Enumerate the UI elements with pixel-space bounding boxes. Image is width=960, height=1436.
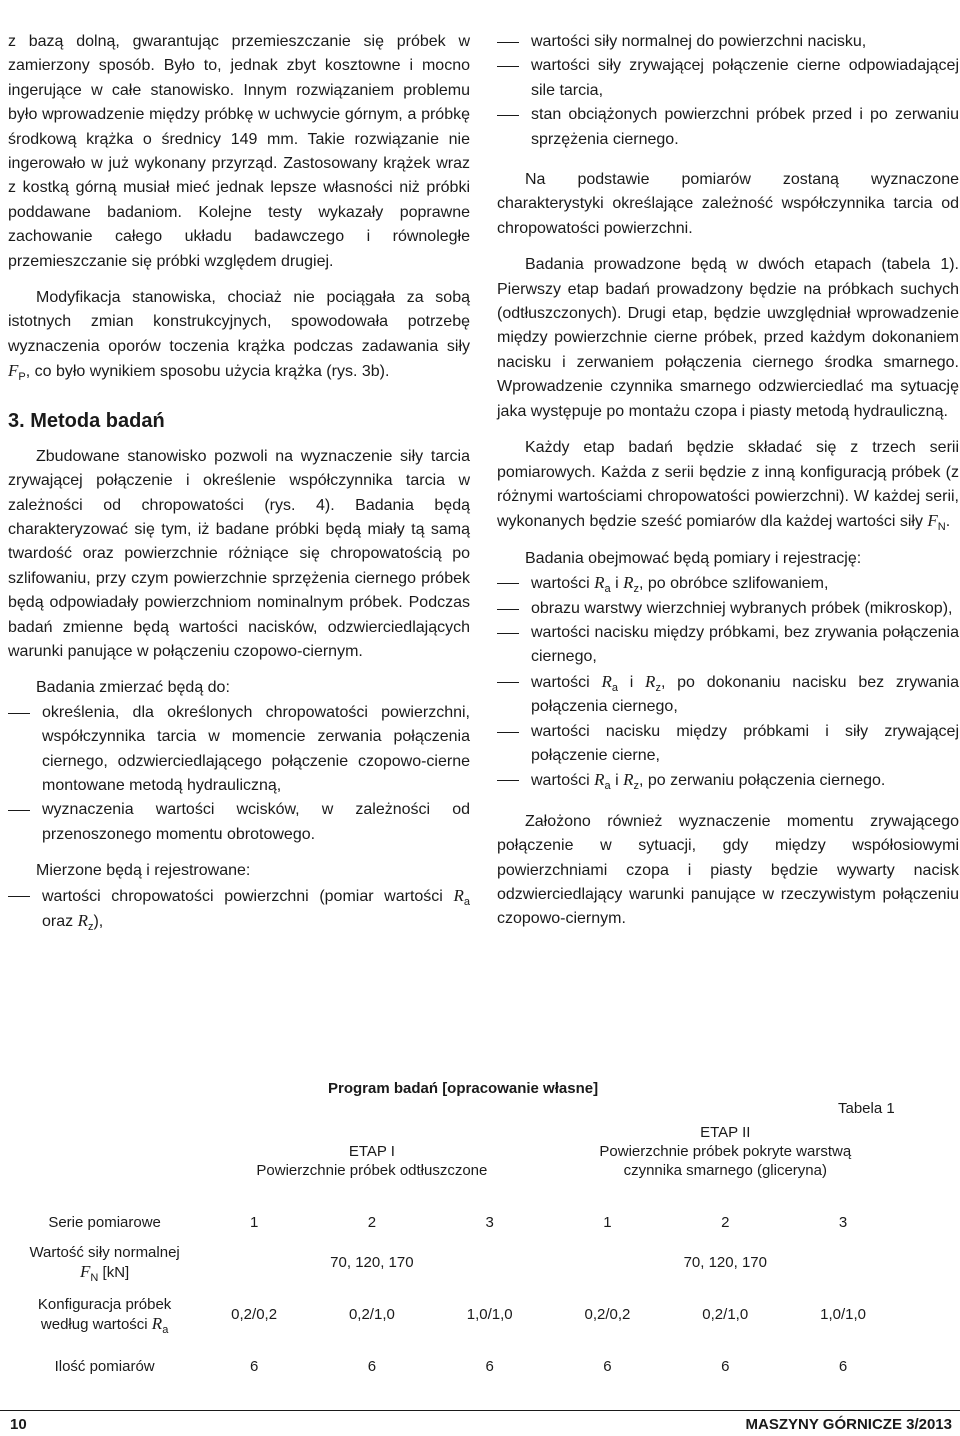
- subscript-n: N: [90, 1271, 99, 1284]
- table-row: [14, 1237, 902, 1287]
- stage-1-description: Powierzchnie próbek odtłuszczone: [256, 1162, 488, 1179]
- list-item: wyznaczenia wartości wcisków, w zależności od przenoszonego momentu obrotowego.: [8, 798, 470, 847]
- measured-intro: Mierzone będą i rejestrowane:: [36, 862, 251, 880]
- subscript-z: z: [633, 780, 639, 793]
- subscript-a: a: [604, 780, 611, 793]
- paragraph-characteristics: Na podstawie pomiarów zostaną wyznaczone charakterystyki określające zależność współczynnika tarcia od chropowatości powierzchni.: [497, 171, 959, 237]
- table-cell: 1,0/1,0: [820, 1305, 866, 1323]
- subscript-a: a: [604, 583, 611, 596]
- row-label: [14, 1287, 195, 1341]
- table-cell: 6: [485, 1357, 494, 1375]
- text-run: wartości: [531, 673, 602, 691]
- list-item: stan obciążonych powierzchni próbek przed i po zerwaniu sprzężenia ciernego.: [497, 103, 959, 152]
- text-run: , po zerwaniu połączenia ciernego.: [638, 772, 886, 790]
- table-cell: 6: [367, 1357, 377, 1375]
- symbol-r: R: [77, 911, 88, 930]
- subscript-p: P: [18, 371, 26, 384]
- symbol-r: R: [453, 885, 464, 905]
- table-cell: 0,2/0,2: [584, 1305, 631, 1323]
- subscript-z: z: [87, 921, 94, 934]
- row-label: [14, 1237, 195, 1287]
- journal-name: MASZYNY GÓRNICZE 3/2013: [745, 1416, 952, 1433]
- aims-list: [8, 701, 470, 847]
- scope-intro: Badania obejmować będą pomiary i rejestrację:: [525, 549, 862, 567]
- text-run: .: [945, 513, 951, 531]
- paragraph-method: Zbudowane stanowisko pozwoli na wyznaczenie siły tarcia zrywającej połączenie i określenie współczynnika tarcia w zależności od chropowatości (rys. 4). Badania będą charakteryzować się tym, iż badane próbki będą miały tą samą twardość oraz powierzchnie różniące się chropowatością po szlifowaniu, przy czym powierzchnie sprzężenia ciernego próbek będą odpowiadały powierzchniom nominalnym próbek. Podczas badań zmienne będą wartości nacisków, odzwierciedlających warunki panujące w połączeniu czopowo-ciernym.: [8, 447, 470, 660]
- table-cell: 6: [721, 1357, 730, 1375]
- table-row: [14, 1287, 902, 1341]
- text-run: [14, 1262, 195, 1282]
- text-run: oraz: [42, 913, 78, 930]
- measured-list-left: [8, 884, 470, 935]
- table-cell: 3: [838, 1213, 848, 1231]
- paragraph-assumption: Założono również wyznaczenie momentu zrywającego połączenie w sytuacji, gdy między współosiowymi powierzchniami czopa i piasty będzie wywarty nacisk odzwierciedlający warunki panujące w rzeczywistym połączeniu czopowo-ciernym.: [497, 812, 959, 928]
- text-run: Wartość siły normalnej: [29, 1243, 180, 1261]
- paragraph-intro: z bazą dolną, gwarantując przemieszczanie się próbek w zamierzony sposób. Było to, jednak zbyt kosztowne i mocno ingerujące w całe stanowisko. Innym rozwiązaniem problemu było wprowadzenie między próbkę w uchwycie górnym, a próbkę środkową krążka o średnicy 149 mm. Takie rozwiązanie nie ingerowało w już wykonany przyrząd. Zastosowany krążek wraz z kostką górną musiał mieć jednak lepsze własności niż próbki poddawane badaniom. Kolejne testy wykazały poprawne zachowanie całego układu badawczego i równoległe przemieszczanie się próbki względem drugiej.: [8, 33, 470, 270]
- list-item: [8, 884, 470, 935]
- table-cell: [14, 1115, 195, 1207]
- text-run: Każdy etap badań będzie składać się z trzech serii pomiarowych. Każda z serii będzie z inną konfiguracją próbek (z różnymi wartościami chropowatości powierzchni). W każdej serii, wykonanych będzie sześć pomiarów dla każdej wartości siły: [497, 439, 959, 531]
- text-run: wartości: [531, 772, 595, 790]
- table-row: [14, 1341, 902, 1391]
- symbol-f: F: [8, 361, 19, 381]
- subscript-a: a: [463, 895, 470, 908]
- table-cell: 0,2/1,0: [348, 1305, 395, 1323]
- symbol-r: R: [151, 1313, 163, 1333]
- table-cell: 0,2/0,2: [231, 1305, 278, 1323]
- symbol-r: R: [594, 573, 605, 593]
- text-run: , co było wynikiem sposobu użycia krążka (rys. 3b).: [25, 363, 390, 381]
- table-cell: 2: [721, 1213, 730, 1231]
- scope-list: [497, 571, 959, 794]
- text-run: , po dokonaniu nacisku bez zrywania połączenia ciernego,: [531, 673, 960, 716]
- list-item: [497, 571, 959, 596]
- table-number: Tabela 1: [838, 1100, 895, 1117]
- aims-intro: Badania zmierzać będą do:: [36, 679, 230, 697]
- text-run: Konfiguracja próbek: [37, 1295, 172, 1313]
- subscript-z: z: [633, 583, 639, 596]
- stage-2-title: ETAP II: [700, 1124, 751, 1141]
- table-cell: 3: [485, 1213, 494, 1231]
- subscript-a: a: [611, 681, 618, 694]
- text-run: i: [610, 575, 624, 593]
- text-run: , po obróbce szlifowaniem,: [638, 575, 829, 593]
- section-heading: 3. Metoda badań: [8, 409, 165, 432]
- table-cell: 6: [249, 1357, 259, 1375]
- paragraph-stages: Badania prowadzone będą w dwóch etapach (tabela 1). Pierwszy etap badań prowadzony będzie na próbkach suchych (odtłuszczonych). Drugi etap, będzie uwzględniał wprowadzenie między powierzchnie cierne próbek, przed każdym dokonaniem nacisku i zerwaniem połączenia ciernego środka smarnego. Wprowadzenie czynnika smarnego odzwierciedlać ma sytuację jaka występuje po montażu czopa i piasty metodą hydrauliczną.: [497, 256, 959, 420]
- symbol-r: R: [601, 671, 612, 691]
- page-number: 10: [10, 1416, 27, 1433]
- list-item: wartości siły zrywającej połączenie cierne odpowiadającej sile tarcia,: [497, 54, 959, 103]
- text-run: wartości: [531, 575, 595, 593]
- table-cell: 70, 120, 170: [683, 1253, 767, 1271]
- subscript-z: z: [655, 681, 661, 694]
- table-cell: 1: [603, 1213, 612, 1231]
- list-item: obrazu warstwy wierzchniej wybranych próbek (mikroskop),: [497, 597, 959, 621]
- symbol-r: R: [623, 573, 634, 593]
- right-column: [497, 30, 959, 932]
- table-cell: 70, 120, 170: [330, 1253, 414, 1271]
- measured-list-right: [497, 30, 959, 152]
- subscript-n: N: [937, 521, 946, 534]
- text-run: i: [617, 673, 646, 691]
- list-item: wartości nacisku między próbkami, bez zrywania połączenia ciernego,: [497, 621, 959, 670]
- list-item: [497, 670, 959, 720]
- table-cell: 0,2/1,0: [702, 1305, 749, 1323]
- text-run: Modyfikacja stanowiska, chociaż nie pociągała za sobą istotnych zmian konstrukcyjnych, spowodowała potrzebę wyznaczenia oporów toczenia krążka podczas zadawania siły: [8, 289, 470, 355]
- left-column: [8, 30, 470, 934]
- list-item: określenia, dla określonych chropowatości powierzchni, współczynnika tarcia w momencie zerwania połączenia ciernego, odzwierciedlającego połączenie czopowo-cierne montowane metodą hydrauliczną,: [8, 701, 470, 799]
- text-run: [14, 1314, 195, 1334]
- list-item: [497, 768, 959, 793]
- table-cell: 6: [603, 1357, 612, 1375]
- symbol-r: R: [594, 770, 605, 790]
- symbol-r: R: [623, 770, 634, 790]
- text-run: wartości chropowatości powierzchni (pomiar wartości: [42, 887, 454, 905]
- symbol-f: F: [927, 511, 938, 531]
- stage-2-header: [549, 1115, 902, 1207]
- row-label: Serie pomiarowe: [48, 1213, 161, 1231]
- paragraph-series: [497, 436, 959, 535]
- symbol-r: R: [645, 671, 656, 691]
- list-item: wartości nacisku między próbkami i siły zrywającej połączenie cierne,: [497, 720, 959, 769]
- stage-1-title: ETAP I: [348, 1143, 395, 1160]
- stage-1-header: [195, 1115, 548, 1207]
- text-run: i: [610, 772, 624, 790]
- table-cell: 1: [249, 1213, 259, 1231]
- table-row: [14, 1207, 902, 1237]
- table-caption: Program badań [opracowanie własne]: [328, 1080, 599, 1097]
- research-program-table: [14, 1115, 902, 1391]
- text-run: ),: [93, 913, 104, 930]
- unit: [kN]: [98, 1263, 130, 1281]
- subscript-a: a: [162, 1323, 169, 1336]
- text-run: według wartości: [40, 1315, 152, 1333]
- footer-divider: [0, 1410, 960, 1411]
- table-cell: 2: [367, 1213, 377, 1231]
- table-cell: 1,0/1,0: [466, 1305, 513, 1323]
- stage-2-description: Powierzchnie próbek pokryte warstwą czynnika smarnego (gliceryna): [599, 1143, 852, 1179]
- paragraph-modification: [8, 286, 470, 385]
- table-cell: 6: [838, 1357, 848, 1375]
- table-header-row: [14, 1115, 902, 1207]
- row-label: Ilość pomiarów: [54, 1357, 155, 1375]
- symbol-f: F: [80, 1261, 91, 1281]
- list-item: wartości siły normalnej do powierzchni nacisku,: [497, 30, 959, 54]
